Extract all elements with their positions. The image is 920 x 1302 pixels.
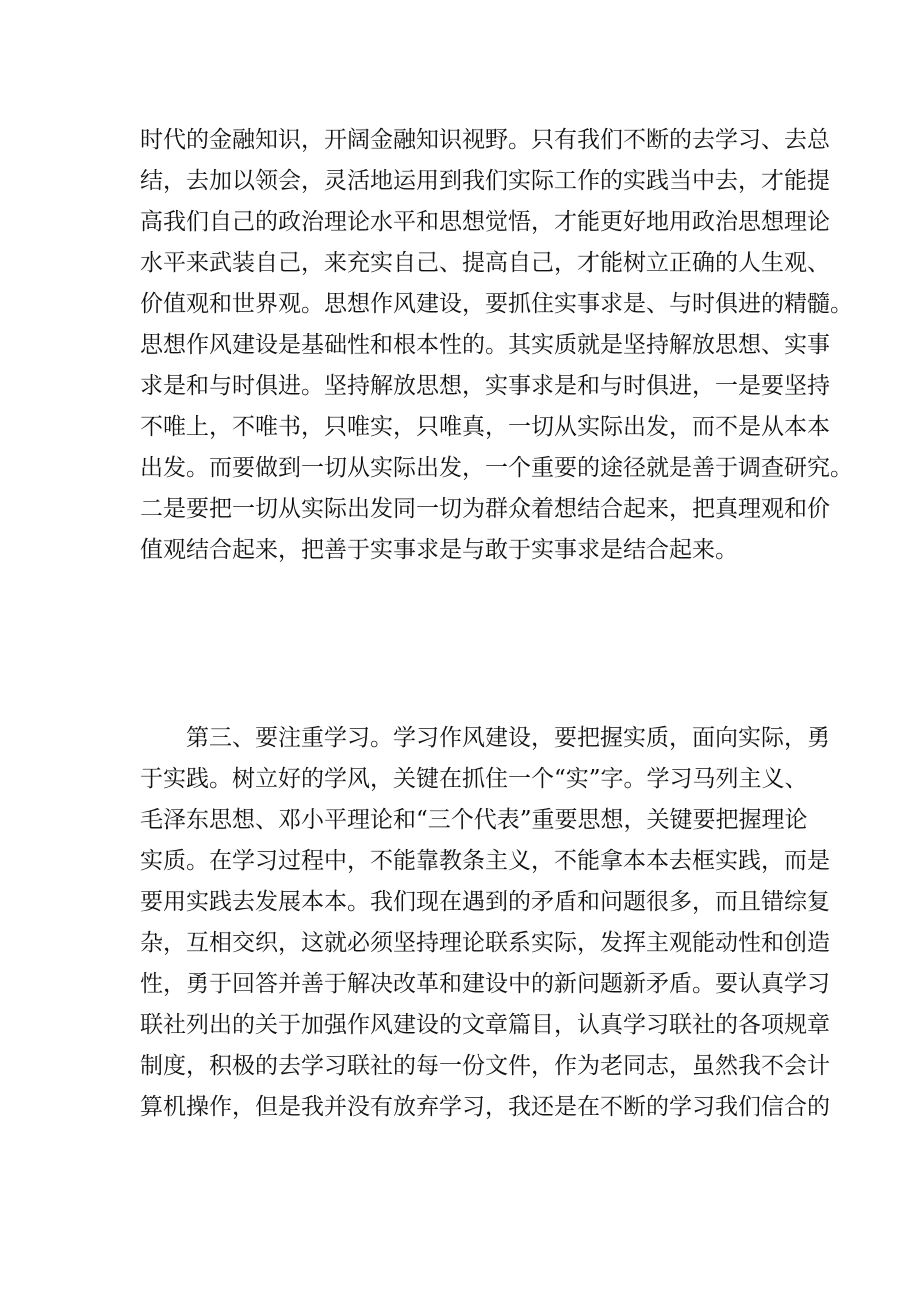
text-line: 水平来武装自己，来充实自己、提高自己，才能树立正确的人生观、	[140, 250, 830, 276]
text-line: 结，去加以领会，灵活地运用到我们实际工作的实践当中去，才能提	[140, 168, 830, 194]
text-line: 算机操作，但是我并没有放弃学习，我还是在不断的学习我们信合的	[140, 1094, 830, 1120]
text-line: 联社列出的关于加强作风建设的文章篇目，认真学习联社的各项规章	[140, 1012, 830, 1038]
text-line: 高我们自己的政治理论水平和思想觉悟，才能更好地用政治思想理论	[140, 209, 830, 235]
paragraph-continued-text	[140, 120, 853, 571]
text-line: 毛泽东思想、邓小平理论和“三个代表”重要思想，关键要把握理论	[140, 807, 808, 833]
text-line: 值观结合起来，把善于实事求是与敢于实事求是结合起来。	[140, 537, 738, 563]
text-line: 杂，互相交织，这就必须坚持理论联系实际，发挥主观能动性和创造	[140, 930, 830, 956]
text-line: 时代的金融知识，开阔金融知识视野。只有我们不断的去学习、去总	[140, 127, 830, 153]
text-line: 性，勇于回答并善于解决改革和建设中的新问题新矛盾。要认真学习	[140, 971, 830, 997]
text-line: 于实践。树立好的学风，关键在抓住一个“实”字。学习马列主义、	[140, 766, 808, 792]
text-line: 不唯上，不唯书，只唯实，只唯真，一切从实际出发，而不是从本本	[140, 414, 830, 440]
text-line: 思想作风建设是基础性和根本性的。其实质就是坚持解放思想、实事	[140, 332, 830, 358]
text-line: 二是要把一切从实际出发同一切为群众着想结合起来，把真理观和价	[140, 496, 830, 522]
text-line: 实质。在学习过程中，不能靠教条主义，不能拿本本去框实践，而是	[140, 848, 830, 874]
text-line: 求是和与时俱进。坚持解放思想，实事求是和与时俱进，一是要坚持	[140, 373, 830, 399]
text-line: 要用实践去发展本本。我们现在遇到的矛盾和问题很多，而且错综复	[140, 889, 830, 915]
text-line: 第三、要注重学习。学习作风建设，要把握实质，面向实际，勇	[186, 725, 830, 751]
text-line: 价值观和世界观。思想作风建设，要抓住实事求是、与时俱进的精髓。	[140, 291, 853, 317]
text-line: 出发。而要做到一切从实际出发，一个重要的途径就是善于调查研究。	[140, 455, 853, 481]
text-line: 制度，积极的去学习联社的每一份文件，作为老同志，虽然我不会计	[140, 1053, 830, 1079]
paragraph-third-point	[140, 718, 830, 1128]
